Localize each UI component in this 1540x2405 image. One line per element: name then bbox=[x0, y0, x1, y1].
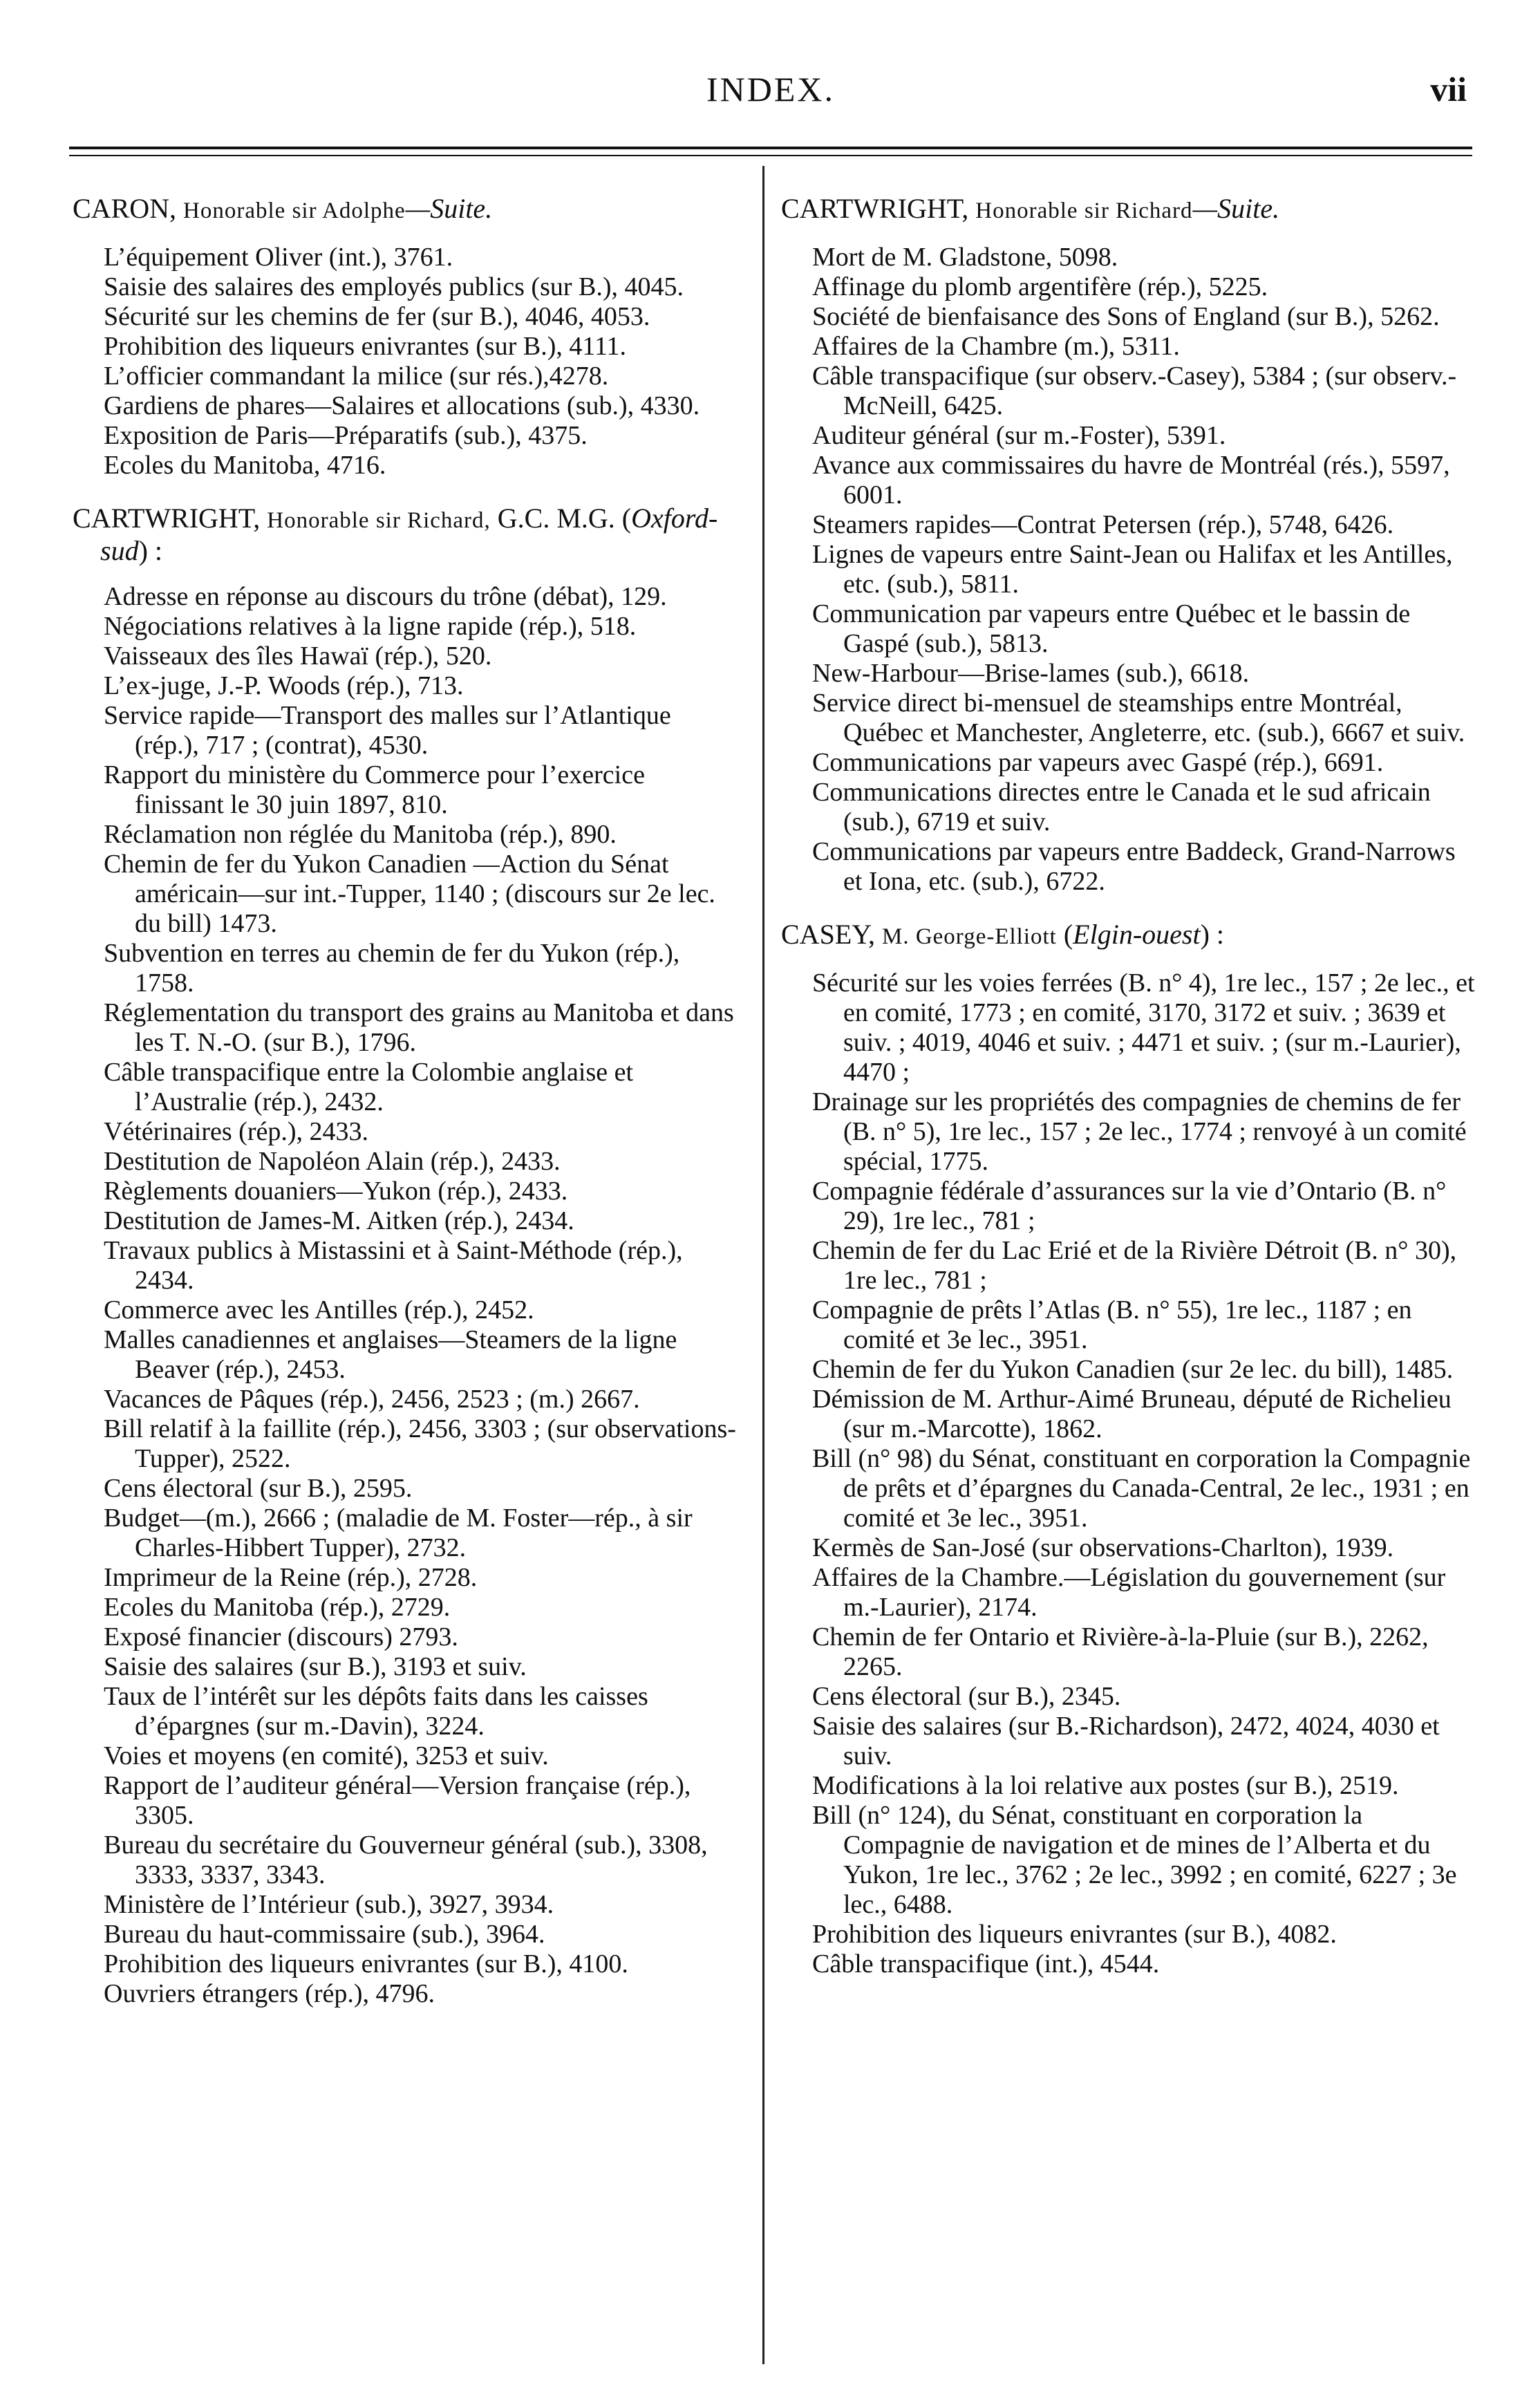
index-item: Saisie des salaires des employés publics (sur B.), 4045. bbox=[104, 272, 684, 301]
index-item: Prohibition des liqueurs enivrantes (sur B.), 4100. bbox=[104, 1949, 628, 1978]
index-item: Chemin de fer du Lac Erié et de la Rivière Détroit (B. n° 30), 1re lec., 781 ; bbox=[812, 1236, 1457, 1295]
index-item: Prohibition des liqueurs enivrantes (sur B.), 4111. bbox=[104, 332, 627, 361]
page-title: INDEX. bbox=[706, 70, 836, 109]
entry-suffix: ) : bbox=[1200, 919, 1225, 950]
index-item: Commerce avec les Antilles (rép.), 2452. bbox=[104, 1295, 534, 1325]
index-item: Affaires de la Chambre (m.), 5311. bbox=[812, 332, 1180, 361]
index-item: Travaux publics à Mistassini et à Saint-Méthode (rép.), 2434. bbox=[104, 1236, 683, 1295]
entry-heading bbox=[73, 503, 740, 565]
index-item: Réclamation non réglée du Manitoba (rép.), 890. bbox=[104, 820, 617, 849]
index-item: Chemin de fer du Yukon Canadien (sur 2e lec. du bill), 1485. bbox=[812, 1355, 1454, 1384]
index-item: Destitution de James-M. Aitken (rép.), 2434. bbox=[104, 1206, 574, 1235]
index-item: Communications directes entre le Canada et le sud africain (sub.), 6719 et suiv. bbox=[812, 778, 1431, 836]
entry-heading bbox=[781, 194, 1476, 226]
index-item: Ministère de l’Intérieur (sub.), 3927, 3934. bbox=[104, 1890, 554, 1919]
index-item: Adresse en réponse au discours du trône (débat), 129. bbox=[104, 582, 667, 611]
index-item: Chemin de fer du Yukon Canadien —Action du Sénat américain—sur int.-Tupper, 1140 ; (discours sur 2e lec. du bill) 1473. bbox=[104, 850, 715, 938]
index-item: Vacances de Pâques (rép.), 2456, 2523 ; (m.) 2667. bbox=[104, 1385, 640, 1414]
entry-detail: ( bbox=[1063, 919, 1073, 950]
entry-detail: G.C. M.G. ( bbox=[497, 503, 632, 534]
index-item: Cens électoral (sur B.), 2345. bbox=[812, 1682, 1121, 1711]
index-item: Prohibition des liqueurs enivrantes (sur B.), 4082. bbox=[812, 1920, 1337, 1949]
entry-title: M. George-Elliott bbox=[881, 924, 1057, 949]
entry-heading bbox=[73, 194, 740, 226]
index-item: Règlements douaniers—Yukon (rép.), 2433. bbox=[104, 1177, 568, 1206]
index-item: Communication par vapeurs entre Québec et le bassin de Gaspé (sub.), 5813. bbox=[812, 599, 1411, 658]
index-entry bbox=[73, 194, 740, 480]
index-item: Rapport de l’auditeur général—Version française (rép.), 3305. bbox=[104, 1771, 691, 1830]
index-item: Drainage sur les propriétés des compagnies de chemins de fer (B. n° 5), 1re lec., 157 ; 2e lec., 1774 ; renvoyé à un comité spécial, 1775. bbox=[812, 1087, 1467, 1176]
header-rule-thin bbox=[69, 155, 1472, 156]
index-item: Taux de l’intérêt sur les dépôts faits dans les caisses d’épargnes (sur m.-Davin), 3224. bbox=[104, 1682, 648, 1741]
index-item: L’ex-juge, J.-P. Woods (rép.), 713. bbox=[104, 671, 464, 700]
index-item: Saisie des salaires (sur B.-Richardson), 2472, 4024, 4030 et suiv. bbox=[812, 1712, 1440, 1770]
index-item: Chemin de fer Ontario et Rivière-à-la-Pluie (sur B.), 2262, 2265. bbox=[812, 1622, 1429, 1681]
right-column bbox=[781, 194, 1476, 2002]
entry-name: CARON, bbox=[73, 193, 177, 224]
index-item: Vétérinaires (rép.), 2433. bbox=[104, 1117, 369, 1146]
index-item: Bureau du secrétaire du Gouverneur général (sub.), 3308, 3333, 3337, 3343. bbox=[104, 1831, 708, 1889]
index-item: Ecoles du Manitoba (rép.), 2729. bbox=[104, 1593, 451, 1622]
index-item: Service rapide—Transport des malles sur l’Atlantique (rép.), 717 ; (contrat), 4530. bbox=[104, 701, 671, 760]
index-item: Exposition de Paris—Préparatifs (sub.), 4375. bbox=[104, 421, 588, 450]
index-item: L’officier commandant la milice (sur rés.),4278. bbox=[104, 362, 609, 391]
entry-name: CARTWRIGHT, bbox=[73, 503, 261, 534]
index-entry bbox=[73, 503, 740, 2009]
entry-title: Honorable sir Richard bbox=[975, 198, 1193, 223]
entry-name: CARTWRIGHT, bbox=[781, 193, 969, 224]
index-item: Rapport du ministère du Commerce pour l’exercice finissant le 30 juin 1897, 810. bbox=[104, 760, 645, 819]
index-item: Affinage du plomb argentifère (rép.), 5225. bbox=[812, 272, 1268, 301]
index-item: Lignes de vapeurs entre Saint-Jean ou Halifax et les Antilles, etc. (sub.), 5811. bbox=[812, 540, 1453, 599]
index-item: Destitution de Napoléon Alain (rép.), 2433. bbox=[104, 1147, 561, 1176]
index-item: Budget—(m.), 2666 ; (maladie de M. Foster—rép., à sir Charles-Hibbert Tupper), 2732. bbox=[104, 1504, 693, 1562]
left-column bbox=[73, 194, 740, 2032]
entry-riding: Elgin-ouest bbox=[1073, 919, 1201, 950]
index-item: Négociations relatives à la ligne rapide (rép.), 518. bbox=[104, 612, 637, 641]
index-item: Compagnie fédérale d’assurances sur la vie d’Ontario (B. n° 29), 1re lec., 781 ; bbox=[812, 1177, 1447, 1235]
index-item: Mort de M. Gladstone, 5098. bbox=[812, 243, 1118, 272]
index-item: Imprimeur de la Reine (rép.), 2728. bbox=[104, 1563, 478, 1592]
index-item: Sécurité sur les voies ferrées (B. n° 4), 1re lec., 157 ; 2e lec., et en comité, 1773 ; en comité, 3170, 3172 et suiv. ; 3639 et suiv. ; 4019, 4046 et suiv. ; 4471 et suiv. ; (sur m.-Laurier), 4470 ; bbox=[812, 968, 1475, 1087]
index-item: Bill (n° 98) du Sénat, constituant en corporation la Compagnie de prêts et d’épargnes du Canada-Central, 2e lec., 1931 ; en comité et 3e lec., 3951. bbox=[812, 1444, 1471, 1533]
index-item: Auditeur général (sur m.-Foster), 5391. bbox=[812, 421, 1226, 450]
index-item: Modifications à la loi relative aux postes (sur B.), 2519. bbox=[812, 1771, 1399, 1800]
index-item: Gardiens de phares—Salaires et allocations (sub.), 4330. bbox=[104, 391, 700, 420]
index-item: Démission de M. Arthur-Aimé Bruneau, député de Richelieu (sur m.-Marcotte), 1862. bbox=[812, 1385, 1452, 1443]
index-item: Voies et moyens (en comité), 3253 et suiv. bbox=[104, 1741, 549, 1770]
index-item: Société de bienfaisance des Sons of England (sur B.), 5262. bbox=[812, 302, 1440, 331]
index-item: Communications par vapeurs avec Gaspé (rép.), 6691. bbox=[812, 748, 1384, 777]
index-item: Service direct bi-mensuel de steamships entre Montréal, Québec et Manchester, Angleterre, etc. (sub.), 6667 et suiv. bbox=[812, 689, 1465, 747]
index-item: Communications par vapeurs entre Baddeck, Grand-Narrows et Iona, etc. (sub.), 6722. bbox=[812, 837, 1456, 896]
index-item: Compagnie de prêts l’Atlas (B. n° 55), 1re lec., 1187 ; en comité et 3e lec., 3951. bbox=[812, 1295, 1412, 1354]
header-rule bbox=[69, 147, 1472, 149]
index-item: Cens électoral (sur B.), 2595. bbox=[104, 1474, 413, 1503]
entry-riding: —Suite. bbox=[405, 193, 493, 224]
index-item: Steamers rapides—Contrat Petersen (rép.), 5748, 6426. bbox=[812, 510, 1394, 539]
index-item: Subvention en terres au chemin de fer du Yukon (rép.), 1758. bbox=[104, 939, 680, 998]
index-item: Saisie des salaires (sur B.), 3193 et suiv. bbox=[104, 1652, 527, 1681]
index-item: Malles canadiennes et anglaises—Steamers de la ligne Beaver (rép.), 2453. bbox=[104, 1325, 677, 1384]
entry-riding: —Suite. bbox=[1192, 193, 1280, 224]
entry-riding: Oxford-sud bbox=[100, 503, 718, 566]
index-item: Sécurité sur les chemins de fer (sur B.), 4046, 4053. bbox=[104, 302, 650, 331]
entry-title: Honorable sir Adolphe bbox=[183, 198, 406, 223]
page-number: vii bbox=[1430, 70, 1467, 109]
index-item: Bill (n° 124), du Sénat, constituant en corporation la Compagnie de navigation et de mines de l’Alberta et du Yukon, 1re lec., 3762 ; 2e lec., 3992 ; en comité, 6227 ; 3e lec., 6488. bbox=[812, 1801, 1457, 1919]
entry-name: CASEY, bbox=[781, 919, 875, 950]
index-item: Ecoles du Manitoba, 4716. bbox=[104, 451, 386, 480]
page-header bbox=[69, 69, 1472, 124]
index-item: Affaires de la Chambre.—Législation du gouvernement (sur m.-Laurier), 2174. bbox=[812, 1563, 1446, 1622]
index-item: Exposé financier (discours) 2793. bbox=[104, 1622, 458, 1651]
entry-heading bbox=[781, 919, 1476, 952]
index-item: Câble transpacifique (sur observ.-Casey), 5384 ; (sur observ.-McNeill, 6425. bbox=[812, 362, 1457, 420]
index-item: New-Harbour—Brise-lames (sub.), 6618. bbox=[812, 659, 1250, 688]
index-entry bbox=[781, 919, 1476, 1979]
entry-suffix: ) : bbox=[138, 535, 163, 566]
entry-title: Honorable sir Richard, bbox=[267, 508, 491, 533]
index-item: Vaisseaux des îles Hawaï (rép.), 520. bbox=[104, 642, 492, 671]
index-item: Bureau du haut-commissaire (sub.), 3964. bbox=[104, 1920, 545, 1949]
index-item: Câble transpacifique entre la Colombie anglaise et l’Australie (rép.), 2432. bbox=[104, 1058, 634, 1116]
index-item: Bill relatif à la faillite (rép.), 2456, 3303 ; (sur observations-Tupper), 2522. bbox=[104, 1414, 736, 1473]
index-item: Kermès de San-José (sur observations-Charlton), 1939. bbox=[812, 1533, 1394, 1562]
column-divider bbox=[762, 166, 764, 2364]
index-item: Avance aux commissaires du havre de Montréal (rés.), 5597, 6001. bbox=[812, 451, 1450, 509]
index-item: L’équipement Oliver (int.), 3761. bbox=[104, 243, 453, 272]
index-item: Réglementation du transport des grains au Manitoba et dans les T. N.-O. (sur B.), 1796. bbox=[104, 998, 734, 1057]
index-entry bbox=[781, 194, 1476, 897]
index-item: Ouvriers étrangers (rép.), 4796. bbox=[104, 1979, 435, 2008]
index-item: Câble transpacifique (int.), 4544. bbox=[812, 1949, 1160, 1978]
